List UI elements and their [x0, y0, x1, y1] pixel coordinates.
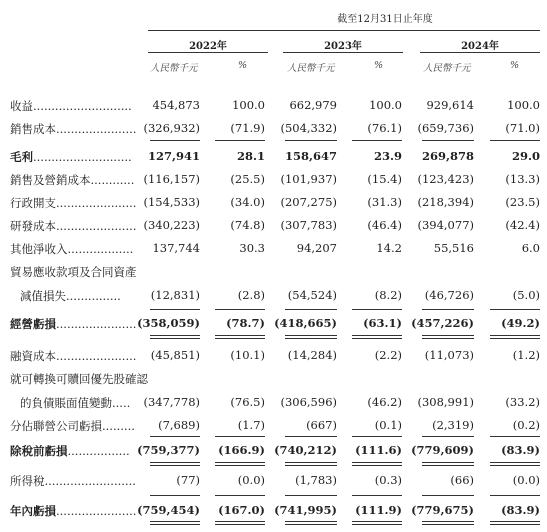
unit-amount-2022: 人民幣千元 [150, 63, 198, 74]
rule-line [285, 495, 337, 496]
rule-line [490, 436, 540, 437]
percent-cell: (2.2) [374, 348, 402, 362]
amount-cell: (207,275) [280, 195, 337, 209]
amount-cell: (12,831) [150, 288, 200, 302]
rule-line [422, 524, 474, 525]
row-label: 銷售及營銷成本............ [10, 173, 135, 187]
percent-cell: (111.6) [355, 443, 402, 457]
percent-cell: (5.0) [512, 288, 540, 302]
percent-cell: (33.2) [505, 395, 540, 409]
amount-cell: (54,524) [287, 288, 337, 302]
amount-cell: 94,207 [296, 241, 337, 255]
rule-line [285, 521, 337, 522]
amount-cell: (7,689) [158, 418, 200, 432]
amount-cell: (667) [306, 418, 337, 432]
percent-cell: (83.9) [501, 443, 540, 457]
percent-cell: (0.1) [374, 418, 402, 432]
percent-cell: 30.3 [239, 241, 265, 255]
year-header-2023: 2023年 [324, 41, 362, 52]
amount-cell: 269,878 [421, 149, 474, 163]
amount-cell: (306,596) [280, 395, 337, 409]
row-label: 除稅前虧損................. [10, 444, 130, 458]
row-label: 毛利........................... [10, 150, 132, 164]
rule-line [215, 338, 265, 339]
percent-cell: (166.9) [218, 443, 265, 457]
rule-line [352, 495, 402, 496]
rule-line [352, 521, 402, 522]
percent-cell: (31.3) [367, 195, 402, 209]
rule-line [422, 140, 474, 141]
amount-cell: (77) [176, 473, 200, 487]
rule-line [285, 462, 337, 463]
rule-line [150, 521, 200, 522]
row-label: 行政開支...................... [10, 196, 137, 210]
rule-line [150, 462, 200, 463]
amount-cell: (759,377) [137, 443, 200, 457]
rule-line [352, 524, 402, 525]
amount-cell: (340,223) [143, 218, 200, 232]
rule-line [422, 309, 474, 310]
amount-cell: 662,979 [289, 98, 337, 112]
rule-line [150, 436, 200, 437]
rule-line [150, 309, 200, 310]
rule-line [215, 524, 265, 525]
unit-pct-2024: % [510, 60, 520, 71]
percent-cell: (15.4) [367, 172, 402, 186]
rule-line [215, 495, 265, 496]
period-header: 截至12月31日止年度 [337, 14, 433, 25]
row-label: 減值損失............... [20, 289, 121, 303]
rule-line [352, 335, 402, 336]
amount-cell: (45,851) [150, 348, 200, 362]
percent-cell: (76.5) [230, 395, 265, 409]
amount-cell: (123,423) [417, 172, 474, 186]
amount-cell: 55,516 [433, 241, 474, 255]
amount-cell: (154,533) [143, 195, 200, 209]
row-label: 的負債賬面值變動..... [20, 396, 131, 410]
rule-line [352, 140, 402, 141]
percent-cell: 14.2 [376, 241, 402, 255]
percent-cell: (2.8) [237, 288, 265, 302]
rule-line [490, 309, 540, 310]
rule-line [150, 140, 200, 141]
rule-line [215, 465, 265, 466]
amount-cell: (14,284) [287, 348, 337, 362]
rule-line [285, 436, 337, 437]
percent-cell: (8.2) [374, 288, 402, 302]
rule-line [352, 338, 402, 339]
percent-cell: (49.2) [501, 316, 540, 330]
rule-line [490, 521, 540, 522]
amount-cell: (116,157) [143, 172, 200, 186]
rule-line [490, 462, 540, 463]
row-label: 融資成本...................... [10, 349, 137, 363]
rule-line [352, 462, 402, 463]
row-label: 所得稅......................... [10, 474, 136, 488]
rule-line [285, 335, 337, 336]
amount-cell: (418,665) [274, 316, 337, 330]
amount-cell: (101,937) [280, 172, 337, 186]
amount-cell: (457,226) [411, 316, 474, 330]
rule-line [422, 462, 474, 463]
amount-cell: (2,319) [432, 418, 474, 432]
rule-line [150, 335, 200, 336]
amount-cell: (779,675) [411, 503, 474, 517]
amount-cell: (308,991) [417, 395, 474, 409]
percent-cell: (63.1) [363, 316, 402, 330]
rule-line [215, 462, 265, 463]
amount-cell: (326,932) [143, 121, 200, 135]
row-label: 銷售成本...................... [10, 122, 137, 136]
row-label: 年內虧損...................... [10, 504, 137, 518]
percent-cell: (46.2) [367, 395, 402, 409]
amount-cell: (46,726) [424, 288, 474, 302]
percent-cell: 29.0 [511, 149, 540, 163]
amount-cell: (1,783) [295, 473, 337, 487]
amount-cell: (66) [450, 473, 474, 487]
percent-cell: (13.3) [505, 172, 540, 186]
rule-line [215, 309, 265, 310]
amount-cell: (741,995) [274, 503, 337, 517]
year-header-2024: 2024年 [461, 41, 499, 52]
rule-line [150, 338, 200, 339]
rule-line [422, 436, 474, 437]
amount-cell: 137,744 [152, 241, 200, 255]
percent-cell: (0.2) [512, 418, 540, 432]
row-label: 就可轉換可贖回優先股確認 [10, 372, 148, 386]
percent-cell: (23.5) [505, 195, 540, 209]
rule-line [215, 335, 265, 336]
percent-cell: (111.9) [355, 503, 402, 517]
rule-line [422, 338, 474, 339]
percent-cell: 6.0 [521, 241, 540, 255]
amount-cell: (394,077) [417, 218, 474, 232]
amount-cell: (11,073) [424, 348, 474, 362]
percent-cell: (76.1) [367, 121, 402, 135]
rule-line [422, 521, 474, 522]
amount-cell: (218,394) [417, 195, 474, 209]
percent-cell: (46.4) [367, 218, 402, 232]
percent-cell: (0.0) [237, 473, 265, 487]
rule-line [285, 338, 337, 339]
rule-line [352, 309, 402, 310]
percent-cell: (1.2) [512, 348, 540, 362]
percent-cell: (10.1) [230, 348, 265, 362]
amount-cell: (740,212) [274, 443, 337, 457]
row-label: 貿易應收款項及合同資產 [10, 265, 137, 279]
percent-cell: (83.9) [501, 503, 540, 517]
row-label: 收益........................... [10, 99, 132, 113]
amount-cell: 454,873 [152, 98, 200, 112]
rule-line [285, 465, 337, 466]
amount-cell: 929,614 [426, 98, 474, 112]
percent-cell: (71.0) [505, 121, 540, 135]
rule-line [422, 335, 474, 336]
rule-line [490, 495, 540, 496]
percent-cell: 28.1 [236, 149, 265, 163]
unit-pct-2022: % [238, 60, 248, 71]
percent-cell: 23.9 [373, 149, 402, 163]
rule-line [352, 436, 402, 437]
rule-line [215, 140, 265, 141]
row-label: 分佔聯營公司虧損......... [10, 419, 135, 433]
percent-cell: (0.3) [374, 473, 402, 487]
rule-line [215, 521, 265, 522]
amount-cell: (347,778) [143, 395, 200, 409]
rule-line [490, 140, 540, 141]
rule-line [215, 436, 265, 437]
amount-cell: (779,609) [411, 443, 474, 457]
percent-cell: (167.0) [218, 503, 265, 517]
rule-line [352, 465, 402, 466]
rule-line [285, 140, 337, 141]
percent-cell: (0.0) [512, 473, 540, 487]
rule-line [490, 524, 540, 525]
percent-cell: (34.0) [230, 195, 265, 209]
unit-pct-2023: % [374, 60, 384, 71]
rule-line [285, 524, 337, 525]
amount-cell: 127,941 [147, 149, 200, 163]
rule-line [490, 335, 540, 336]
amount-cell: (504,332) [280, 121, 337, 135]
percent-cell: 100.0 [507, 98, 540, 112]
percent-cell: 100.0 [369, 98, 402, 112]
rule-line [150, 465, 200, 466]
percent-cell: 100.0 [232, 98, 265, 112]
amount-cell: (358,059) [137, 316, 200, 330]
rule-line [490, 338, 540, 339]
row-label: 經營虧損...................... [10, 317, 137, 331]
row-label: 其他淨收入.................. [10, 242, 134, 256]
percent-cell: (74.8) [230, 218, 265, 232]
amount-cell: 158,647 [284, 149, 337, 163]
amount-cell: (307,783) [280, 218, 337, 232]
rule-line [422, 465, 474, 466]
amount-cell: (659,736) [417, 121, 474, 135]
percent-cell: (71.9) [230, 121, 265, 135]
unit-amount-2024: 人民幣千元 [423, 63, 471, 74]
percent-cell: (25.5) [230, 172, 265, 186]
unit-amount-2023: 人民幣千元 [287, 63, 335, 74]
year-header-2022: 2022年 [189, 41, 227, 52]
percent-cell: (78.7) [226, 316, 265, 330]
row-label: 研發成本...................... [10, 219, 137, 233]
percent-cell: (42.4) [505, 218, 540, 232]
rule-line [150, 495, 200, 496]
percent-cell: (1.7) [237, 418, 265, 432]
amount-cell: (759,454) [137, 503, 200, 517]
rule-line [422, 495, 474, 496]
rule-line [150, 524, 200, 525]
rule-line [285, 309, 337, 310]
rule-line [490, 465, 540, 466]
